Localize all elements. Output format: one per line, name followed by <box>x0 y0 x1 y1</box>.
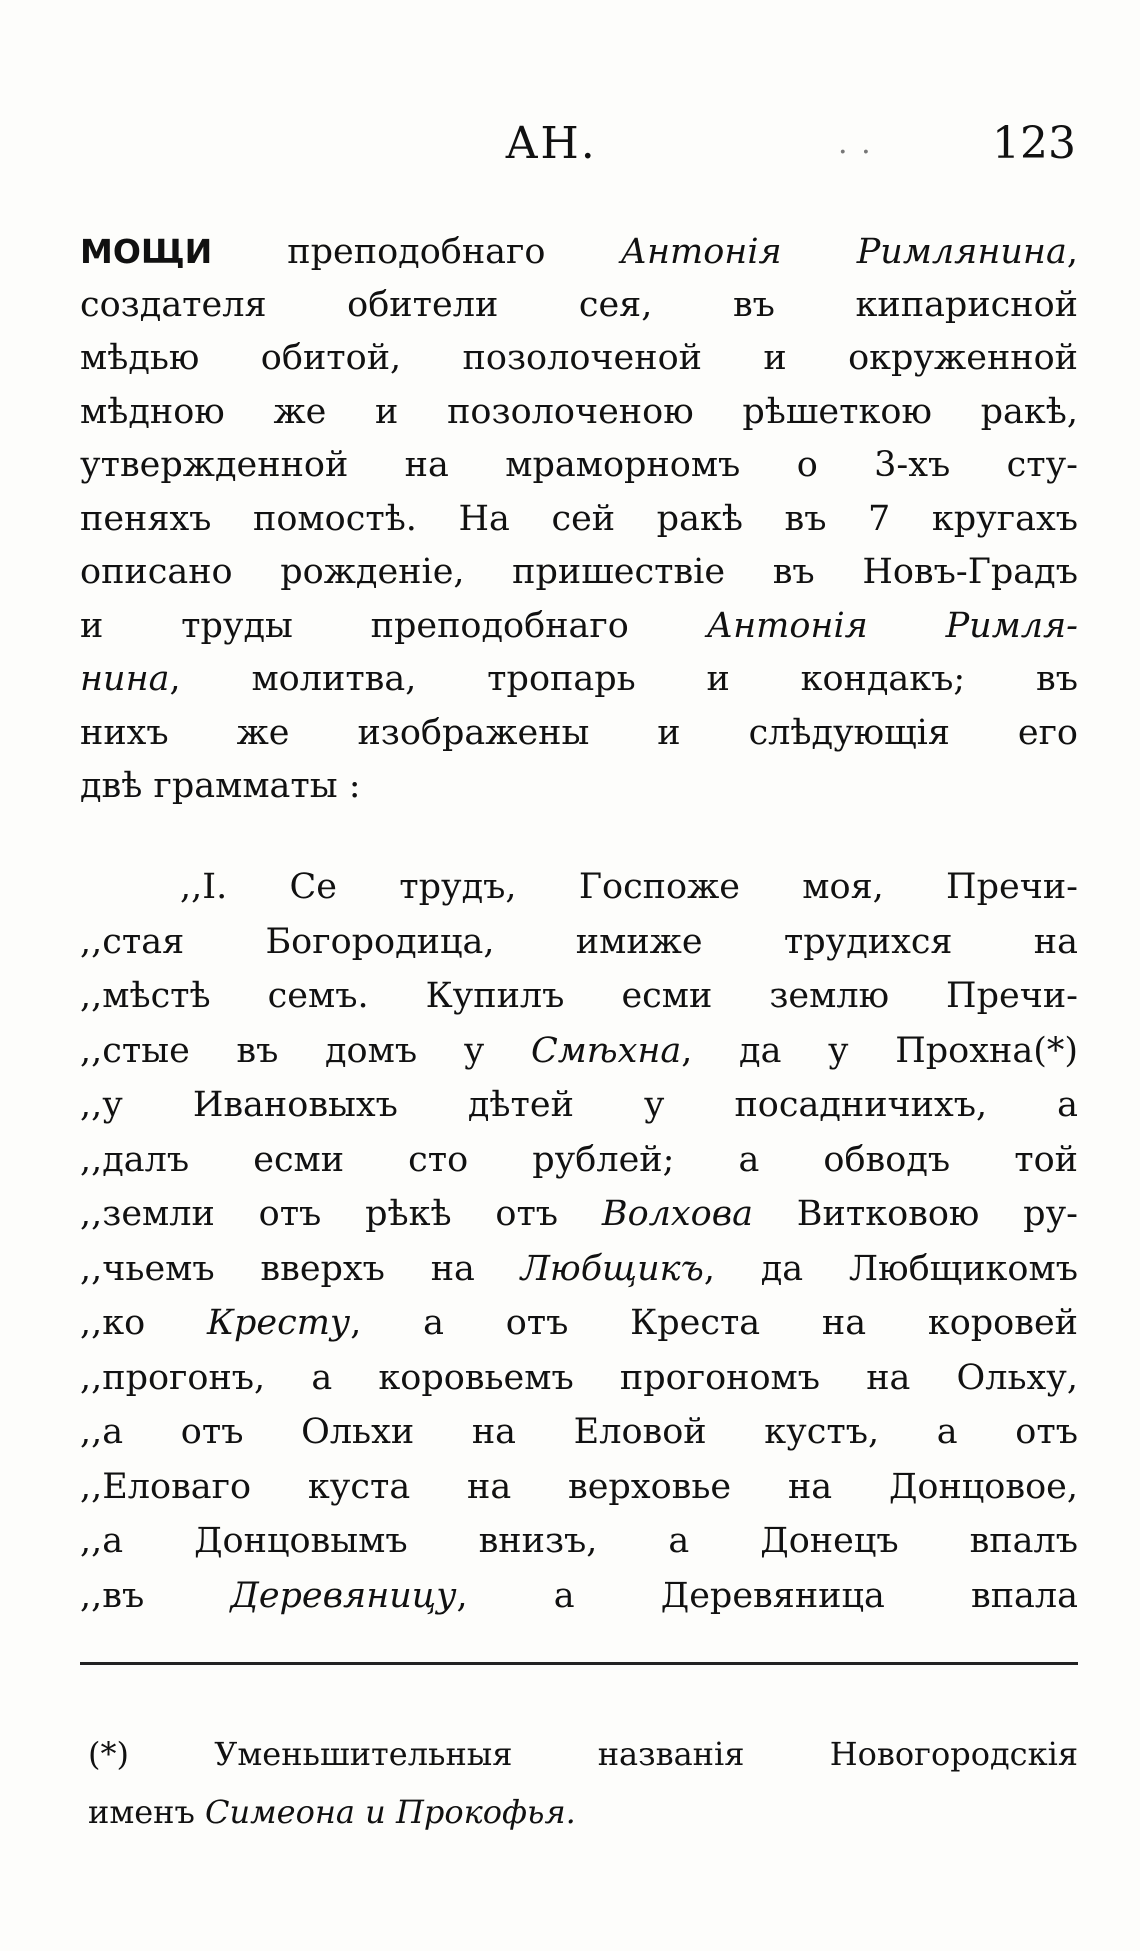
quote-line <box>80 1460 1078 1515</box>
text-span: двѣ грамматы : <box>80 766 361 806</box>
italic-name: Антонія Римля- <box>706 605 1078 646</box>
quote-line <box>80 1405 1078 1460</box>
text-span: , да Любщикомъ <box>703 1248 1078 1289</box>
footnote-line <box>88 1783 1078 1841</box>
text-line <box>80 386 1078 440</box>
text-span: преподобнаго <box>212 232 621 272</box>
quote-line <box>80 1242 1078 1297</box>
header-dots: . . <box>838 126 873 161</box>
text-span: ,,далъ есми сто рублей; а обводъ той <box>80 1139 1078 1180</box>
text-span: ,,I. Се трудъ, Госпоже моя, Пречи- <box>180 867 1078 907</box>
text-line <box>80 760 1078 814</box>
quote-line <box>80 1296 1078 1351</box>
italic-name: Кресту <box>206 1303 351 1343</box>
text-span: ,,стая Богородица, имиже трудихся на <box>80 921 1078 962</box>
text-line <box>80 707 1078 761</box>
italic-name: Смѣхна <box>530 1030 682 1071</box>
text-span: ,,мѣстѣ семъ. Купилъ есми землю Пречи- <box>80 976 1078 1016</box>
text-span: ,,Еловаго куста на верховье на Донцовое, <box>80 1466 1078 1507</box>
text-span: ,,а отъ Ольхи на Еловой кустъ, а отъ <box>80 1412 1078 1452</box>
text-span: ,,земли отъ рѣкѣ отъ <box>80 1194 602 1234</box>
text-span: ,,ко <box>80 1303 207 1343</box>
quote-line <box>80 1133 1078 1188</box>
text-line <box>80 332 1078 386</box>
text-line <box>80 439 1078 493</box>
quote-line <box>80 1569 1078 1624</box>
text-line <box>80 653 1078 707</box>
text-span: создателя обители сея, въ кипарисной <box>80 284 1078 325</box>
text-line <box>80 279 1078 333</box>
text-span: , <box>1066 232 1078 272</box>
text-span: нихъ же изображены и слѣдующія его <box>80 712 1078 753</box>
text-span: именъ <box>88 1793 206 1831</box>
text-line <box>80 493 1078 547</box>
italic-name: Симеона и Прокофья. <box>205 1793 576 1831</box>
main-paragraph <box>80 225 1078 814</box>
page-number: 123 <box>992 118 1076 169</box>
quote-line <box>80 1078 1078 1133</box>
text-span: ,,а Донцовымъ внизъ, а Донецъ впалъ <box>80 1521 1078 1561</box>
quote-line <box>80 860 1078 915</box>
text-span: , а отъ Креста на коровей <box>350 1303 1078 1343</box>
text-span: ,,въ <box>80 1575 231 1616</box>
quote-line <box>80 1514 1078 1569</box>
text-span: (*) Уменьшительныя названія Новогородскія <box>88 1735 1078 1773</box>
text-span: мѣдью обитой, позолоченой и окруженной <box>80 338 1078 378</box>
text-span: Витковою ру- <box>753 1194 1078 1234</box>
quote-line <box>80 1351 1078 1406</box>
charter-quote <box>80 860 1078 1623</box>
quote-line <box>80 969 1078 1024</box>
text-span: и труды преподобнаго <box>80 605 707 646</box>
footnote <box>88 1725 1078 1841</box>
text-line <box>80 225 1078 279</box>
italic-name: Антонія Римлянина <box>620 232 1067 272</box>
italic-name: нина <box>80 659 170 699</box>
page-header <box>0 118 1140 178</box>
text-span: ,,стые въ домъ у <box>80 1030 531 1071</box>
footnote-line <box>88 1725 1078 1783</box>
quote-line <box>80 1024 1078 1079</box>
italic-name: Деревяницу <box>230 1575 457 1616</box>
running-head: АН. <box>505 118 597 169</box>
text-line <box>80 546 1078 600</box>
footnote-divider <box>80 1662 1078 1665</box>
text-line <box>80 600 1078 654</box>
quote-line <box>80 1187 1078 1242</box>
text-span: мѣдною же и позолоченою рѣшеткою ракѣ, <box>80 391 1078 432</box>
text-span: , да у Прохна(*) <box>681 1030 1078 1071</box>
text-span: , молитва, тропарь и кондакъ; въ <box>169 659 1078 699</box>
text-span: ,,у Ивановыхъ дѣтей у посадничихъ, а <box>80 1085 1078 1125</box>
text-span: ,,чьемъ вверхъ на <box>80 1248 521 1289</box>
text-span: описано рожденіе, пришествіе въ Новъ-Градъ <box>80 552 1078 592</box>
text-span: утвержденной на мраморномъ о 3-хъ сту- <box>80 445 1078 485</box>
italic-name: Волхова <box>601 1194 753 1234</box>
italic-name: Любщикъ <box>520 1248 704 1289</box>
quote-line <box>80 915 1078 970</box>
text-span: пеняхъ помостѣ. На сей ракѣ въ 7 кругахъ <box>80 498 1078 539</box>
text-span: ,,прогонъ, а коровьемъ прогономъ на Ольху, <box>80 1357 1078 1398</box>
text-span: , а Деревяница впала <box>456 1575 1078 1616</box>
lead-word: МОЩИ <box>80 232 213 271</box>
